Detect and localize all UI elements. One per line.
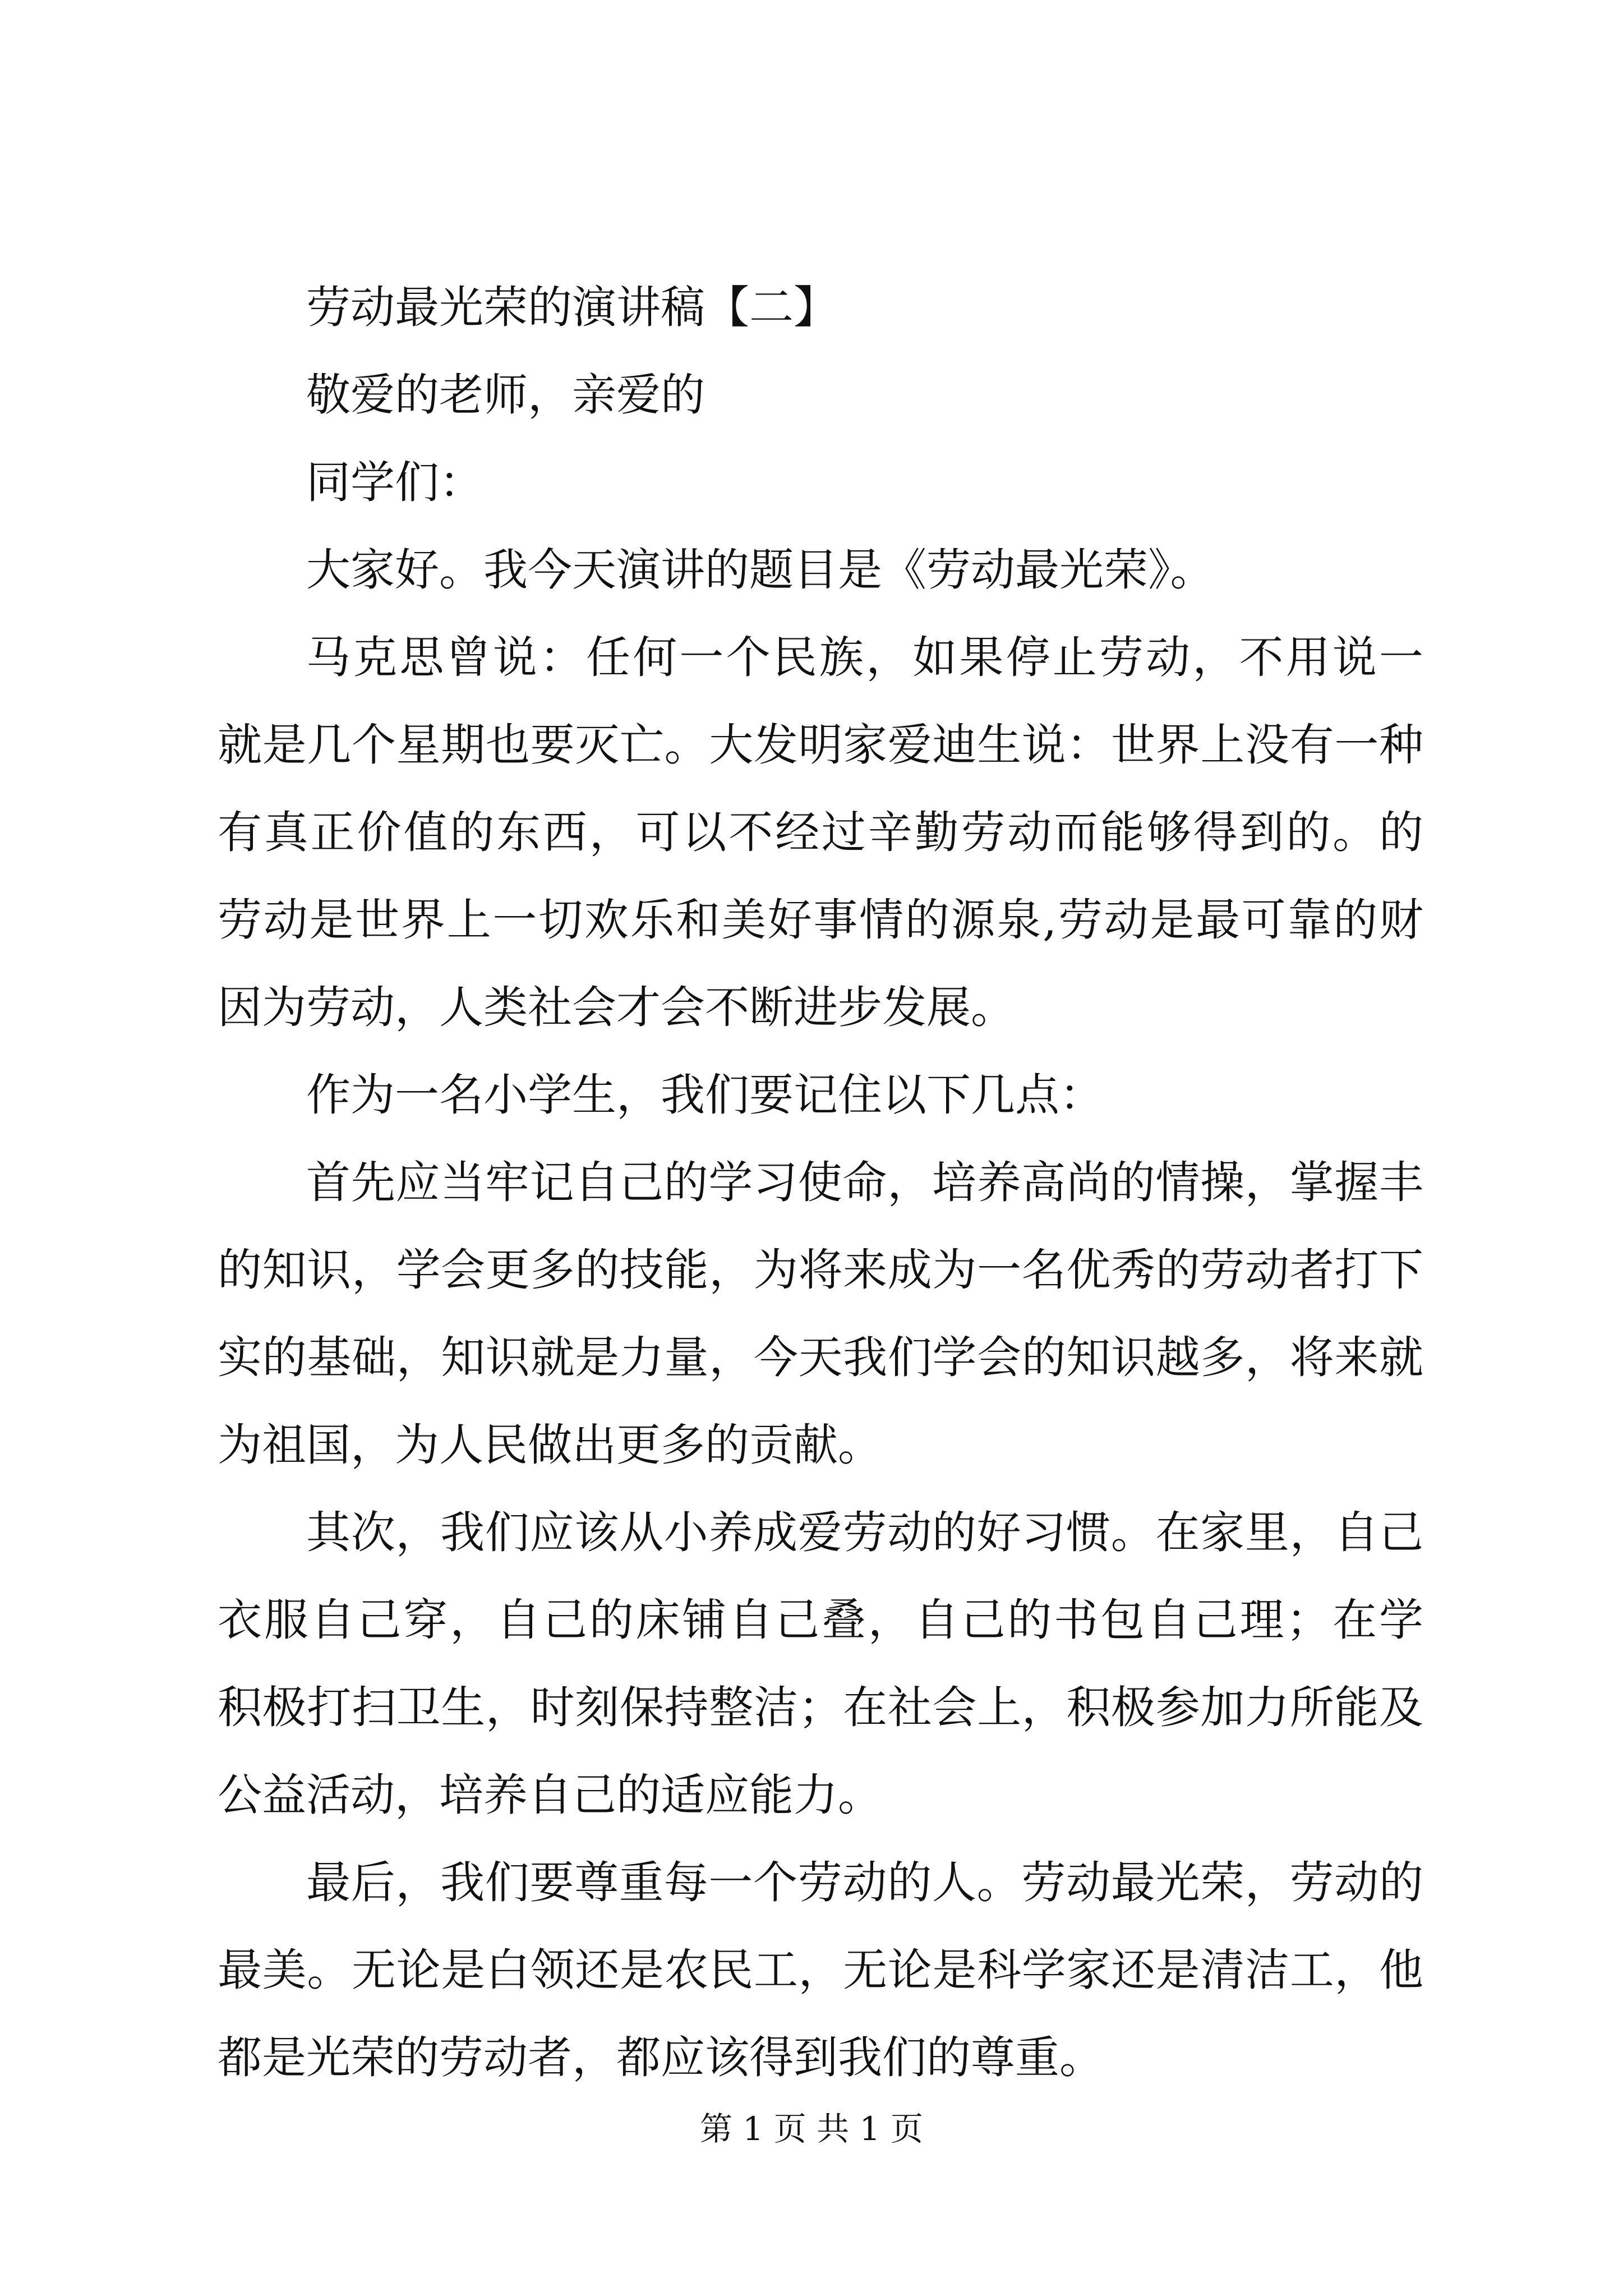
- page-footer: 第 1 页 共 1 页: [700, 2110, 923, 2148]
- greeting-line: 敬爱的老师，亲爱的: [306, 369, 705, 421]
- paragraph-line: 积极打扫卫生，时刻保持整洁；在社会上，积极参加力所能及: [218, 1682, 1423, 1733]
- paragraph-line: 其次，我们应该从小养成爱劳动的好习惯。在家里，自己: [306, 1507, 1423, 1558]
- paragraph-line: 的知识，学会更多的技能，为将来成为一名优秀的劳动者打下: [218, 1244, 1423, 1296]
- paragraph-line: 因为劳动，人类社会才会不断进步发展。: [218, 982, 1015, 1033]
- paragraph-line: 实的基础，知识就是力量，今天我们学会的知识越多，将来就: [218, 1332, 1423, 1383]
- paragraph-line: 都是光荣的劳动者，都应该得到我们的尊重。: [218, 2032, 1104, 2083]
- paragraph-line: 最美。无论是白领还是农民工，无论是科学家还是清洁工，他: [218, 1944, 1423, 1996]
- paragraph-line: 作为一名小学生，我们要记住以下几点：: [306, 1069, 1104, 1121]
- speech-body: [218, 264, 1423, 2101]
- paragraph-line: 为祖国，为人民做出更多的贡献。: [218, 1419, 882, 1471]
- paragraph-line: 衣服自己穿，自己的床铺自己叠，自己的书包自己理；在学: [218, 1594, 1423, 1646]
- speech-title: 劳动最光荣的演讲稿【二】: [306, 282, 838, 333]
- paragraph-line: 首先应当牢记自己的学习使命，培养高尚的情操，掌握丰: [306, 1157, 1423, 1208]
- paragraph-line: 就是几个星期也要灭亡。大发明家爱迪生说：世界上没有一种: [218, 719, 1423, 771]
- paragraph-line: 有真正价值的东西，可以不经过辛勤劳动而能够得到的。的: [218, 807, 1423, 858]
- paragraph-line: 劳动是世界上一切欢乐和美好事情的源泉,劳动是最可靠的财: [218, 894, 1423, 946]
- paragraph-line: 马克思曾说：任何一个民族，如果停止劳动，不用说一: [306, 632, 1423, 683]
- paragraph-line: 最后，我们要尊重每一个劳动的人。劳动最光荣，劳动的: [306, 1857, 1423, 1908]
- paragraph-line: 大家好。我今天演讲的题目是《劳动最光荣》。: [306, 544, 1215, 596]
- greeting-line: 同学们：: [306, 457, 483, 508]
- paragraph-line: 公益活动，培养自己的适应能力。: [218, 1769, 882, 1821]
